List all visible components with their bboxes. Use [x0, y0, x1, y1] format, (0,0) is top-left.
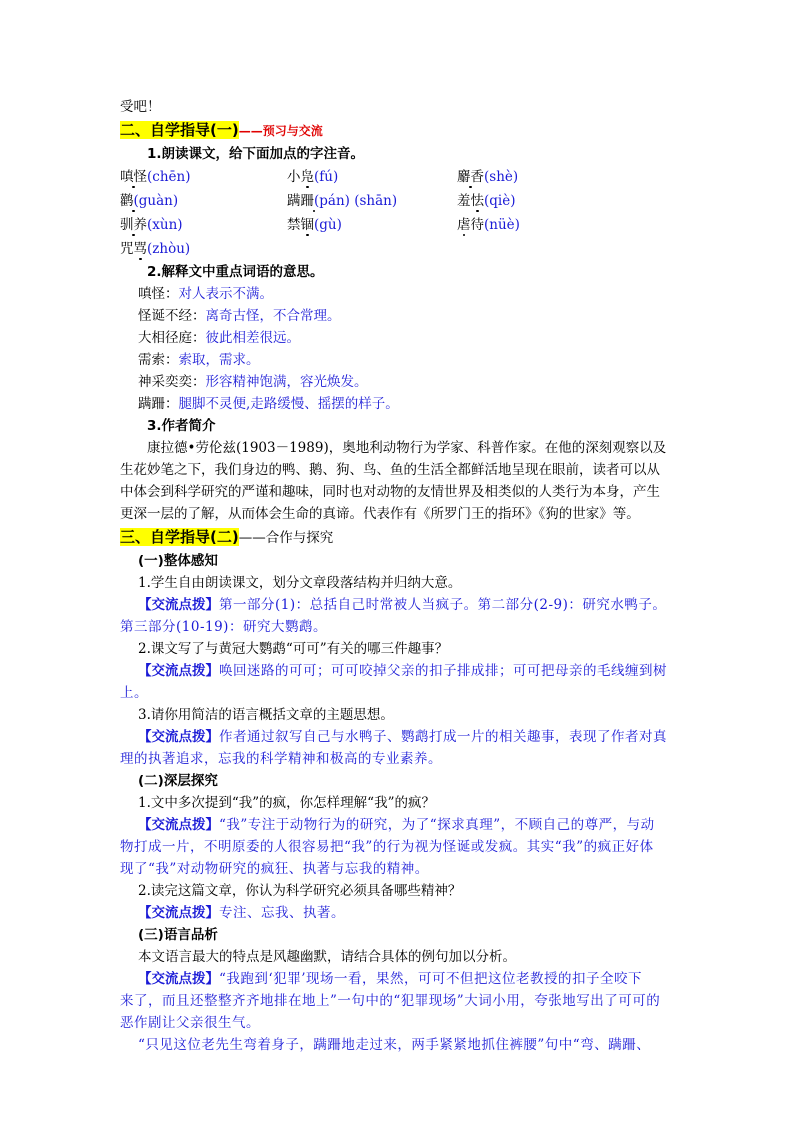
term-row: 需索：索取，需求。 [138, 352, 260, 368]
part1-q2: 2.课文写了与黄冠大鹦鹉“可可”有关的哪三件趣事？ [138, 641, 449, 657]
term-row: 蹒跚：腿脚不灵便,走路缓慢、摇摆的样子。 [138, 396, 399, 412]
part1-a2-cont: 上。 [120, 685, 148, 701]
author-bio-line: 中体会到科学研究的严谨和趣味，同时也对动物的友情世界及相类似的人类行为本身，产生 [120, 484, 660, 500]
pinyin-item: 蹒跚(pán) (shān) [287, 193, 398, 209]
part3-q1: 本文语言最大的特点是风趣幽默，请结合具体的例句加以分析。 [138, 949, 516, 965]
pinyin-item: 麝香(shè) [457, 169, 519, 185]
section-3-title: 三、自学指导(二) [120, 528, 239, 546]
part3-a1-cont: 恶作剧让父亲很生气。 [120, 1015, 260, 1031]
section-2-subtitle: ——预习与交流 [238, 124, 323, 138]
part1-q1: 1.学生自由朗读课文，划分文章段落结构并归纳大意。 [138, 575, 462, 591]
part2-a1-cont: 现了“我”对动物研究的疯狂、执著与忘我的精神。 [120, 861, 429, 877]
term-row: 大相径庭：彼此相差很远。 [138, 330, 300, 346]
term-row: 嗔怪：对人表示不满。 [138, 286, 273, 302]
document-page [120, 96, 680, 1056]
pinyin-item: 羞怯(qiè) [457, 193, 516, 209]
pinyin-item: 咒骂(zhòu) [120, 241, 191, 257]
section-2-title: 二、自学指导(一) [120, 121, 239, 139]
pinyin-item: 驯养(xùn) [120, 217, 183, 233]
q1-title: 1.朗读课文，给下面加点的字注音。 [147, 146, 365, 162]
part1-a1-cont: 第三部分(10-19)：研究大鹦鹉。 [120, 619, 327, 635]
pinyin-grid [120, 165, 680, 261]
part1-a1: 【交流点拨】第一部分(1)：总括自己时常被人当疯子。第二部分(2-9)：研究水鸭子。 [138, 597, 667, 613]
part2-q1: 1.文中多次提到“我”的疯，你怎样理解“我”的疯？ [138, 795, 435, 811]
author-bio-line: 生花妙笔之下，我们身边的鸭、鹅、狗、鸟、鱼的生活全都鲜活地呈现在眼前，读者可以从 [120, 462, 660, 478]
section-2-heading [120, 118, 680, 143]
q2-title: 2.解释文中重点词语的意思。 [147, 264, 324, 280]
author-bio-line: 更深一层的了解，从而体会生命的真谛。代表作有《所罗门王的指环》《狗的世家》等。 [120, 506, 640, 522]
part1-title: (一)整体感知 [138, 553, 218, 569]
pinyin-item: 小凫(fú) [287, 169, 339, 185]
part2-a1-cont: 物打成一片，不明原委的人很容易把“我”的行为视为怪诞或发疯。其实“我”的疯正好体 [120, 839, 654, 855]
part3-a2: “只见这位老先生弯着身子，蹒跚地走过来，两手紧紧地抓住裤腰”句中“弯、蹒跚、 [138, 1037, 651, 1053]
part1-a3: 【交流点拨】作者通过叙写自己与水鸭子、鹦鹉打成一片的相关趣事，表现了作者对真 [138, 729, 667, 745]
part1-q3: 3.请你用简洁的语言概括文章的主题思想。 [138, 707, 394, 723]
pinyin-item: 虐待(nüè) [457, 217, 520, 233]
part2-title: (二)深层探究 [138, 773, 218, 789]
top-line: 受吧！ [120, 99, 161, 115]
part3-title: (三)语言品析 [138, 927, 218, 943]
part1-a2: 【交流点拨】唤回迷路的可可；可可咬掉父亲的扣子排成排；可可把母亲的毛线缠到树 [138, 663, 667, 679]
section-3-heading [120, 525, 680, 550]
pinyin-item: 禁锢(gù) [287, 217, 342, 233]
part2-a2: 【交流点拨】专注、忘我、执著。 [138, 905, 345, 921]
q3-title: 3.作者简介 [147, 418, 216, 434]
part3-a1-cont: 来了，而且还整整齐齐地排在地上”一句中的“犯罪现场”大词小用，夸张地写出了可可的 [120, 993, 661, 1009]
author-bio-line: 康拉德•劳伦兹(1903－1989)，奥地利动物行为学家、科普作家。在他的深刻观察以及 [147, 440, 667, 456]
term-row: 怪诞不经：离奇古怪，不合常理。 [138, 308, 341, 324]
pinyin-item: 嗔怪(chēn) [120, 169, 191, 185]
section-3-subtitle: ——合作与探究 [238, 530, 334, 546]
part3-a1: 【交流点拨】“我跑到‘犯罪’现场一看，果然，可可不但把这位老教授的扣子全咬下 [138, 971, 642, 987]
term-row: 神采奕奕：形容精神饱满，容光焕发。 [138, 374, 368, 390]
part1-a3-cont: 理的执著追求，忘我的科学精神和极高的专业素养。 [120, 751, 442, 767]
pinyin-item: 鹳(guàn) [120, 193, 179, 209]
part2-q2: 2.读完这篇文章，你认为科学研究必须具备哪些精神？ [138, 883, 462, 899]
part2-a1: 【交流点拨】“我”专注于动物行为的研究，为了“探求真理”，不顾自己的尊严，与动 [138, 817, 655, 833]
